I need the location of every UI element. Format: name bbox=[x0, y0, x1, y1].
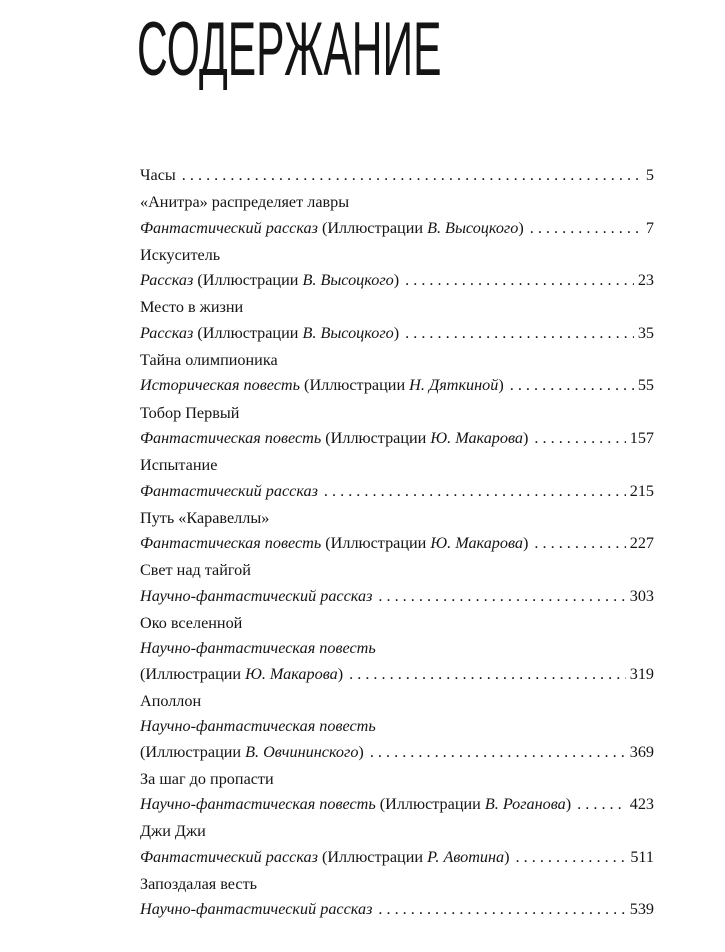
toc-entry-title: Запоздалая весть bbox=[140, 875, 258, 894]
toc-line bbox=[140, 845, 654, 870]
toc-line bbox=[140, 243, 654, 268]
toc-line bbox=[140, 767, 654, 792]
toc-line bbox=[140, 216, 654, 241]
illustrator: В. Роганова bbox=[484, 795, 566, 814]
dot-leader bbox=[530, 216, 642, 241]
toc-line bbox=[140, 453, 654, 478]
toc-line bbox=[140, 373, 654, 398]
genre: Научно-фантастический рассказ bbox=[140, 586, 373, 605]
illustrations-label: Иллюстрации bbox=[327, 218, 424, 237]
page-number: 539 bbox=[629, 900, 654, 919]
genre: Научно-фантастическая повесть bbox=[140, 639, 376, 658]
illustrations-label: Иллюстрации bbox=[330, 428, 427, 447]
toc-entry bbox=[140, 506, 654, 557]
page-number: 227 bbox=[629, 534, 654, 553]
page-number: 215 bbox=[629, 481, 654, 500]
toc-line bbox=[140, 611, 654, 636]
toc-line bbox=[140, 792, 654, 817]
toc-entry-details: Фантастический рассказ (Иллюстрации Р. Авотина) bbox=[140, 847, 510, 866]
toc-line bbox=[140, 190, 654, 215]
toc-line bbox=[140, 506, 654, 531]
toc-entry-title: Джи Джи bbox=[140, 822, 206, 841]
toc-entry bbox=[140, 190, 654, 241]
genre: Фантастический рассказ bbox=[140, 218, 318, 237]
toc-entry-details bbox=[140, 584, 372, 609]
toc-entry-details bbox=[140, 714, 376, 739]
toc-line bbox=[140, 531, 654, 556]
illustrator: В. Высоцкого bbox=[302, 271, 394, 290]
toc-entry bbox=[140, 453, 654, 504]
dot-leader bbox=[405, 321, 634, 346]
toc-line bbox=[140, 689, 654, 714]
toc-line bbox=[140, 584, 654, 609]
toc-line bbox=[140, 740, 654, 765]
toc-line bbox=[140, 321, 654, 346]
toc-line bbox=[140, 872, 654, 897]
toc-entry-title: Испытание bbox=[140, 456, 218, 475]
dot-leader bbox=[370, 740, 626, 765]
toc-entry-title: За шаг до пропасти bbox=[140, 769, 274, 788]
toc-entry bbox=[140, 767, 654, 818]
toc-line bbox=[140, 163, 654, 188]
page-number: 157 bbox=[629, 428, 654, 447]
toc-entry-title: Аполлон bbox=[140, 691, 202, 710]
toc-entry-title: «Анитра» распределяет лавры bbox=[140, 193, 350, 212]
dot-leader bbox=[516, 845, 627, 870]
genre: Научно-фантастический рассказ bbox=[140, 900, 373, 919]
toc-entry-details bbox=[140, 479, 318, 504]
dot-leader bbox=[378, 897, 625, 922]
illustrator: Ю. Макарова bbox=[430, 534, 524, 553]
toc-entry-details: (Иллюстрации В. Овчининского) bbox=[140, 742, 364, 761]
page-number: 319 bbox=[629, 664, 654, 683]
dot-leader bbox=[349, 662, 626, 687]
toc-entry-details: Рассказ (Иллюстрации В. Высоцкого) bbox=[140, 271, 400, 290]
illustrations-label: Иллюстрации bbox=[145, 742, 242, 761]
page-number: 23 bbox=[637, 271, 654, 290]
dot-leader bbox=[405, 268, 634, 293]
page-number: 369 bbox=[629, 742, 654, 761]
page-number: 511 bbox=[630, 847, 654, 866]
illustrations-label: Иллюстрации bbox=[202, 323, 299, 342]
toc-line bbox=[140, 426, 654, 451]
toc-entry-details bbox=[140, 636, 376, 661]
dot-leader bbox=[577, 792, 626, 817]
genre: Фантастическая повесть bbox=[140, 428, 322, 447]
toc-entry bbox=[140, 611, 654, 687]
genre: Научно-фантастическая повесть bbox=[140, 795, 376, 814]
toc-entry-title: Свет над тайгой bbox=[140, 561, 251, 580]
toc-entry bbox=[140, 348, 654, 399]
illustrations-label: Иллюстрации bbox=[327, 847, 424, 866]
toc-line bbox=[140, 295, 654, 320]
toc-entry bbox=[140, 401, 654, 452]
toc-line bbox=[140, 819, 654, 844]
toc-line bbox=[140, 558, 654, 583]
toc-entry-title: Око вселенной bbox=[140, 614, 243, 633]
illustrations-label: Иллюстрации bbox=[385, 795, 481, 814]
genre: Фантастическая повесть bbox=[140, 534, 322, 553]
toc-line bbox=[140, 479, 654, 504]
toc-entry-details: (Иллюстрации Ю. Макарова) bbox=[140, 664, 344, 683]
toc-entry-title: Путь «Каравеллы» bbox=[140, 508, 270, 527]
illustrator: В. Овчининского bbox=[245, 742, 359, 761]
toc-entry-details: Фантастический рассказ (Иллюстрации В. Высоцкого) bbox=[140, 218, 524, 237]
illustrator: Р. Авотина bbox=[427, 847, 505, 866]
toc-entry bbox=[140, 163, 654, 188]
genre: Научно-фантастическая повесть bbox=[140, 717, 376, 736]
toc-entry-title: Место в жизни bbox=[140, 298, 244, 317]
toc-line bbox=[140, 636, 654, 661]
toc-entry bbox=[140, 243, 654, 294]
page-number: 303 bbox=[629, 586, 654, 605]
illustrator: В. Высоцкого bbox=[302, 323, 394, 342]
dot-leader bbox=[510, 373, 634, 398]
toc-entry-title: Часы bbox=[140, 166, 176, 184]
toc-entry-title: Тобор Первый bbox=[140, 403, 240, 422]
toc-entry-details: Фантастическая повесть (Иллюстрации Ю. Макарова) bbox=[140, 534, 529, 553]
page-title: СОДЕРЖАНИЕ bbox=[137, 7, 442, 92]
illustrations-label: Иллюстрации bbox=[309, 376, 406, 395]
illustrations-label: Иллюстрации bbox=[202, 271, 299, 290]
page-number: 7 bbox=[645, 218, 654, 237]
toc-entry-details bbox=[140, 897, 372, 922]
toc-entry-details: Научно-фантастическая повесть (Иллюстрации В. Роганова) bbox=[140, 795, 572, 814]
toc-line bbox=[140, 401, 654, 426]
toc-entry-details: Историческая повесть (Иллюстрации Н. Дяткиной) bbox=[140, 376, 504, 395]
toc-line bbox=[140, 897, 654, 922]
illustrator: В. Высоцкого bbox=[427, 218, 519, 237]
toc-line bbox=[140, 348, 654, 373]
dot-leader bbox=[324, 479, 626, 504]
toc-line bbox=[140, 268, 654, 293]
dot-leader bbox=[378, 584, 625, 609]
toc-entry bbox=[140, 689, 654, 765]
toc-entry bbox=[140, 558, 654, 609]
page-number: 55 bbox=[637, 376, 654, 395]
toc-entry bbox=[140, 872, 654, 923]
toc-entry bbox=[140, 295, 654, 346]
genre: Рассказ bbox=[140, 271, 194, 290]
toc-entry-details: Фантастическая повесть (Иллюстрации Ю. Макарова) bbox=[140, 428, 529, 447]
toc-line bbox=[140, 662, 654, 687]
dot-leader bbox=[534, 426, 625, 451]
genre: Рассказ bbox=[140, 323, 194, 342]
toc-entry-details: Рассказ (Иллюстрации В. Высоцкого) bbox=[140, 323, 400, 342]
toc-entry-title: Искуситель bbox=[140, 245, 221, 264]
dot-leader bbox=[182, 163, 642, 188]
genre: Фантастический рассказ bbox=[140, 481, 318, 500]
illustrator: Н. Дяткиной bbox=[409, 376, 499, 395]
page-number: 423 bbox=[629, 795, 654, 814]
illustrations-label: Иллюстрации bbox=[330, 534, 427, 553]
page-number: 5 bbox=[645, 166, 654, 184]
genre: Историческая повесть bbox=[140, 376, 300, 395]
table-of-contents bbox=[140, 163, 654, 925]
toc-entry bbox=[140, 819, 654, 870]
page-number: 35 bbox=[637, 323, 654, 342]
toc-line bbox=[140, 714, 654, 739]
illustrations-label: Иллюстрации bbox=[145, 664, 242, 683]
dot-leader bbox=[534, 531, 625, 556]
illustrator: Ю. Макарова bbox=[430, 428, 524, 447]
genre: Фантастический рассказ bbox=[140, 847, 318, 866]
toc-entry-title: Тайна олимпионика bbox=[140, 351, 278, 370]
illustrator: Ю. Макарова bbox=[245, 664, 338, 683]
